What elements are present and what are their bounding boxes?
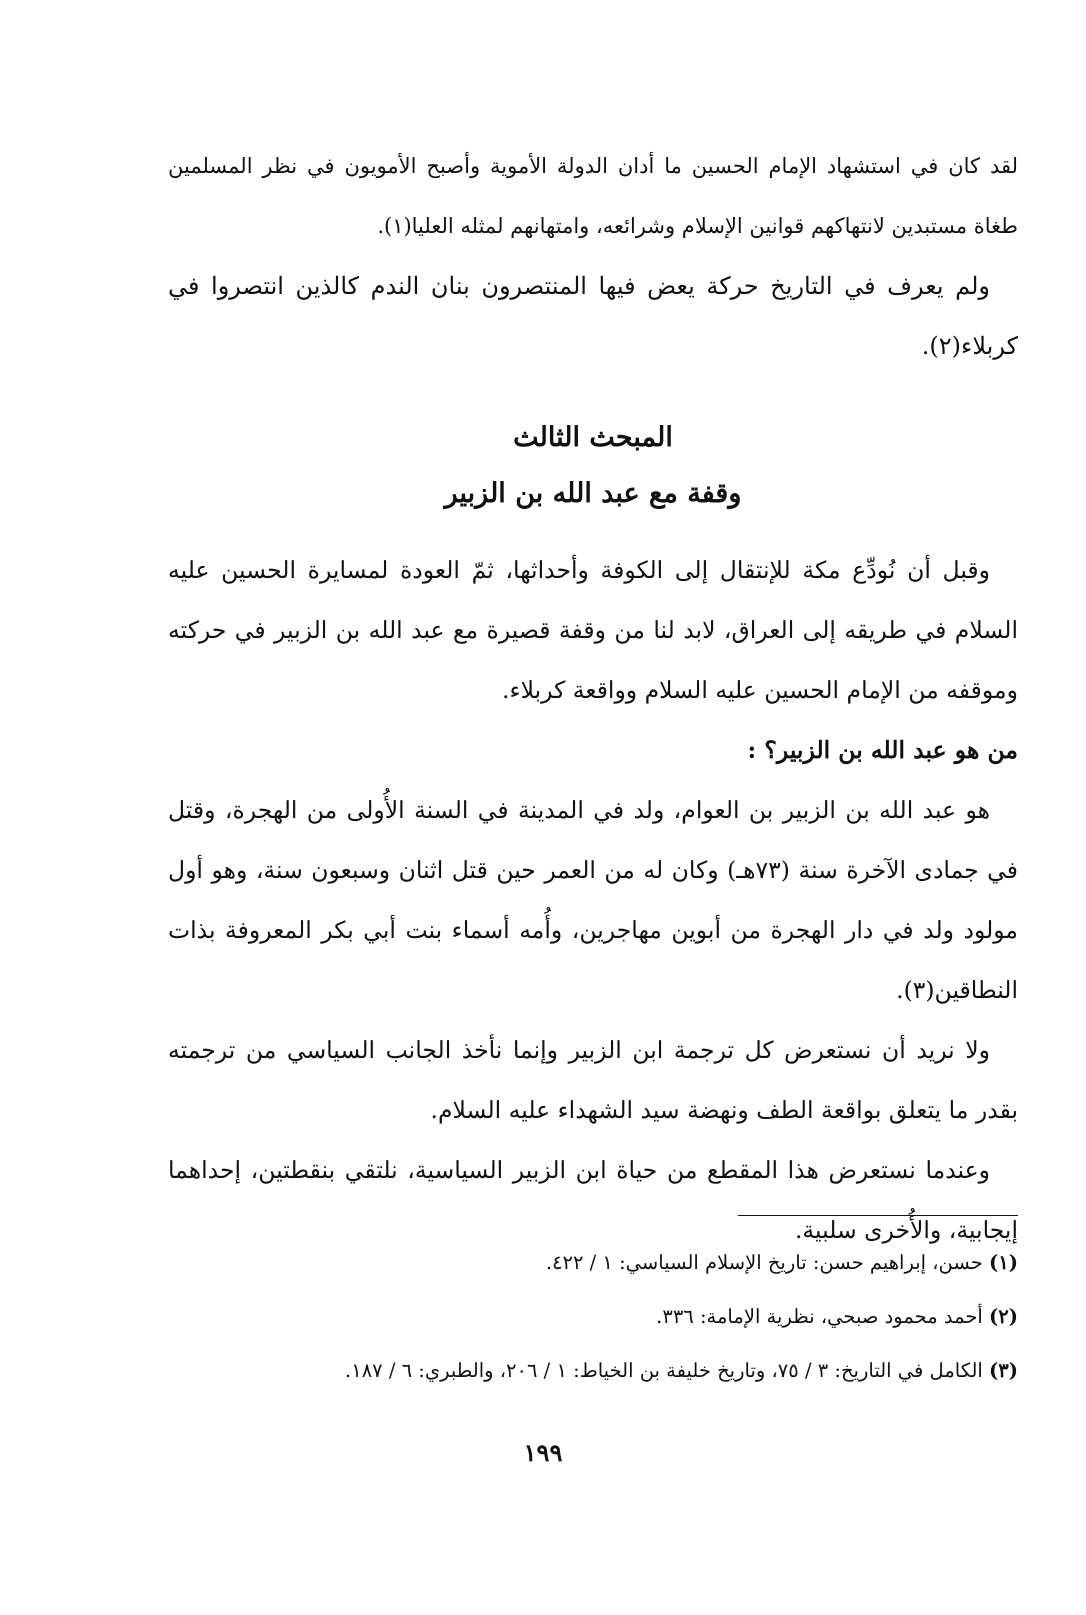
intro-section <box>168 136 1018 376</box>
footnote <box>168 1236 1018 1290</box>
footnote-divider <box>738 1215 1018 1216</box>
section-heading <box>168 410 1018 522</box>
page-number: ١٩٩ <box>523 1438 563 1467</box>
footnote-number: (١) <box>989 1251 1018 1274</box>
section-subtitle: وقفة مع عبد الله بن الزبير <box>444 478 742 509</box>
body-section <box>168 540 1018 1260</box>
footnote-text: الكامل في التاريخ: ٣ / ٧٥، وتاريخ خليفة بن الخياط: ١ / ٢٠٦، والطبري: ٦ / ١٨٧. <box>345 1359 983 1382</box>
question-subheading: من هو عبد الله بن الزبير؟ : <box>747 736 1018 764</box>
footnote <box>168 1344 1018 1398</box>
body-paragraph: ولا نريد أن نستعرض كل ترجمة ابن الزبير وإنما نأخذ الجانب السياسي من ترجمته بقدر ما يتعلق بواقعة الطف ونهضة سيد الشهداء عليه السلام. <box>168 1036 1018 1124</box>
footnote <box>168 1290 1018 1344</box>
body-paragraph: وعندما نستعرض هذا المقطع من حياة ابن الزبير السياسية، نلتقي بنقطتين، إحداهما إيجابية، والأُخرى سلبية. <box>168 1156 1018 1244</box>
intro-paragraph: لقد كان في استشهاد الإمام الحسين ما أدان الدولة الأموية وأصبح الأمويون في نظر المسلمين طغاة مستبدين لانتهاكهم قوانين الإسلام وشرائعه، وامتهانهم لمثله العليا(١). <box>168 154 1018 238</box>
footnote-number: (٣) <box>989 1359 1018 1382</box>
footnote-text: حسن، إبراهيم حسن: تاريخ الإسلام السياسي: ١ / ٤٢٢. <box>545 1251 983 1274</box>
footnote-number: (٢) <box>989 1305 1018 1328</box>
body-paragraph: وقبل أن نُودِّع مكة للإنتقال إلى الكوفة وأحداثها، ثمّ العودة لمسايرة الحسين عليه السلام في طريقه إلى العراق، لابد لنا من وقفة قصيرة مع عبد الله بن الزبير في حركته وموقفه من الإمام الحسين عليه السلام وواقعة كربلاء. <box>168 556 1018 704</box>
footnote-text: أحمد محمود صبحي، نظرية الإمامة: ٣٣٦. <box>656 1305 983 1328</box>
section-title: المبحث الثالث <box>513 422 673 453</box>
footnotes <box>168 1236 1018 1398</box>
intro-paragraph: ولم يعرف في التاريخ حركة يعض فيها المنتصرون بنان الندم كالذين انتصروا في كربلاء(٢). <box>168 272 1018 360</box>
body-paragraph: هو عبد الله بن الزبير بن العوام، ولد في المدينة في السنة الأُولى من الهجرة، وقتل في جمادى الآخرة سنة (٧٣هـ) وكان له من العمر حين قتل اثنان وسبعون سنة، وهو أول مولود ولد في دار الهجرة من أبوين مهاجرين، وأُمه أسماء بنت أبي بكر المعروفة بذات النطاقين(٣). <box>168 796 1018 1004</box>
